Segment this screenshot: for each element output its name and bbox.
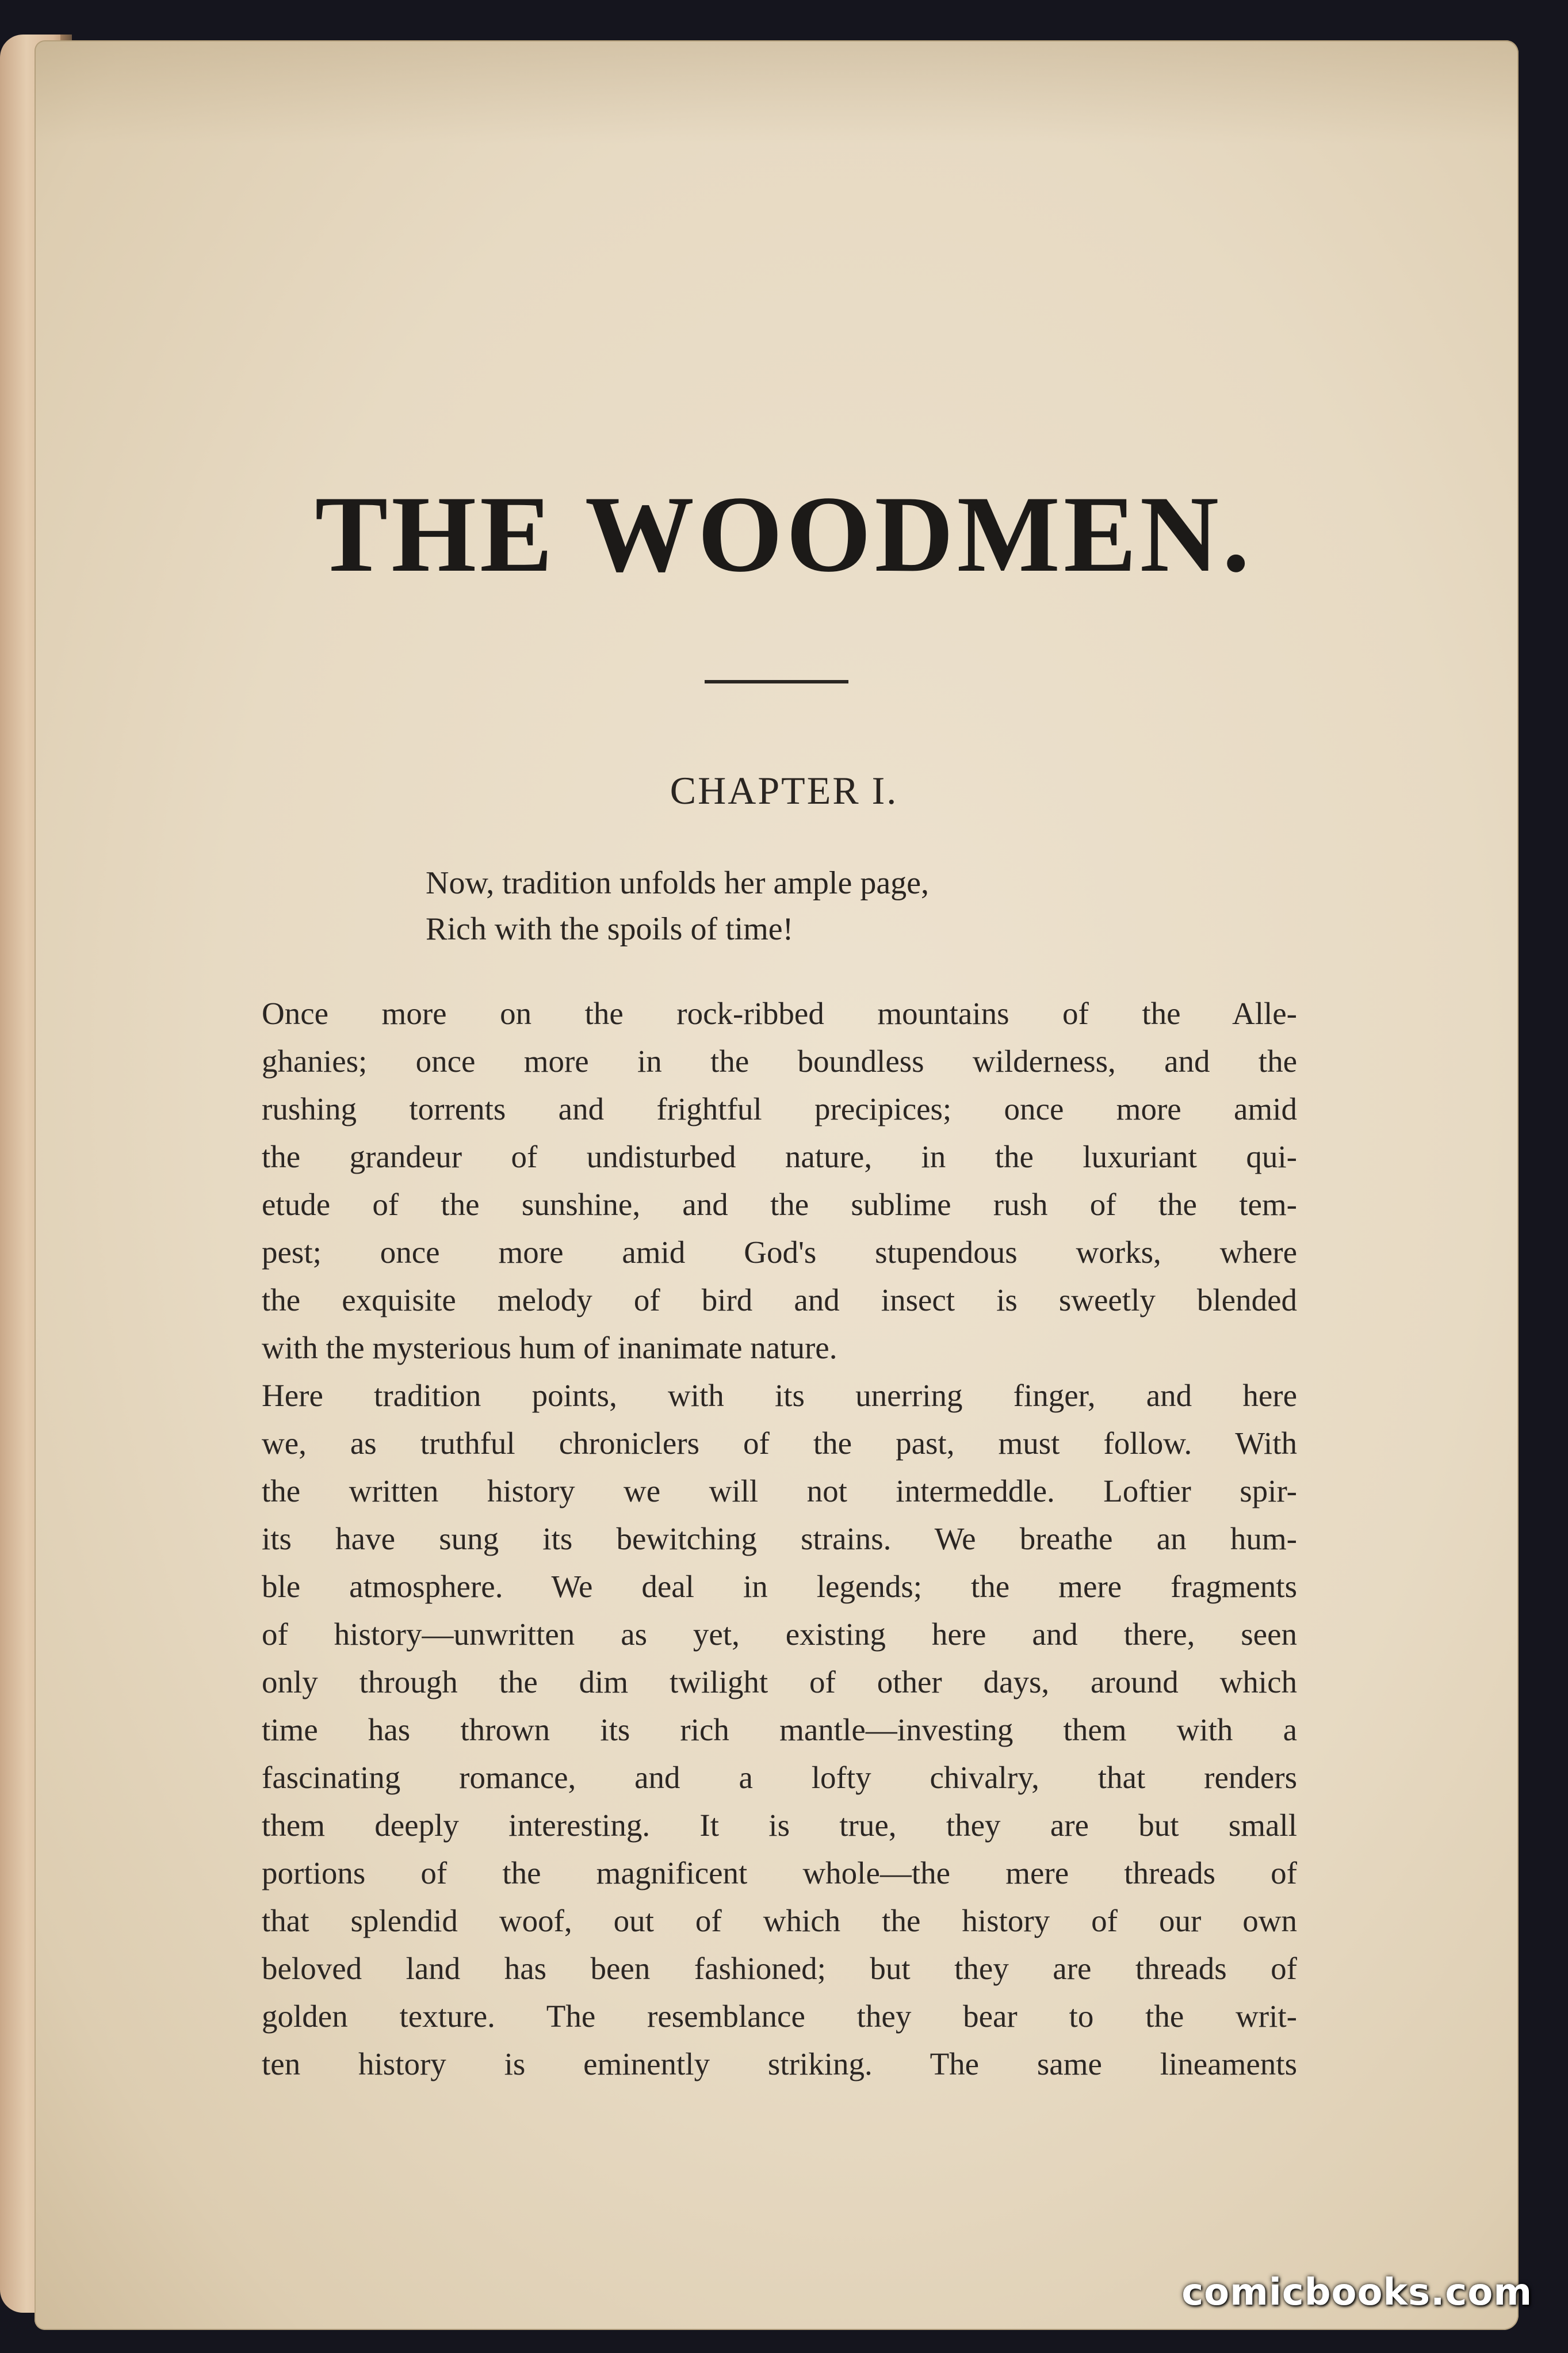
- text-line: ten history is eminently striking. The same lineaments: [262, 2046, 1297, 2081]
- epigraph-line: Rich with the spoils of time!: [426, 911, 794, 947]
- site-watermark: comicbooks.com: [1181, 2271, 1532, 2314]
- page-title: THE WOODMEN.: [315, 474, 1253, 595]
- text-line: of history—unwritten as yet, existing here and there, seen: [262, 1617, 1297, 1652]
- text-line: ghanies; once more in the boundless wilderness, and the: [262, 1044, 1297, 1079]
- text-line: golden texture. The resemblance they bear to the writ-: [262, 1999, 1297, 2034]
- page-stain: [35, 40, 1519, 144]
- text-line: the grandeur of undisturbed nature, in the luxuriant qui-: [262, 1139, 1297, 1174]
- text-line: that splendid woof, out of which the history of our own: [262, 1903, 1297, 1938]
- text-line: with the mysterious hum of inanimate nature.: [262, 1330, 837, 1365]
- text-line: only through the dim twilight of other days, around which: [262, 1664, 1297, 1699]
- text-line: we, as truthful chroniclers of the past, must follow. With: [262, 1426, 1297, 1461]
- text-line: its have sung its bewitching strains. We breathe an hum-: [262, 1521, 1297, 1556]
- text-line: fascinating romance, and a lofty chivalry, that renders: [262, 1760, 1297, 1795]
- text-line: beloved land has been fashioned; but they are threads of: [262, 1951, 1297, 1986]
- body-text: [262, 990, 1297, 2088]
- text-line: Once more on the rock-ribbed mountains of the Alle-: [262, 996, 1297, 1031]
- epigraph: [426, 860, 1231, 952]
- text-line: pest; once more amid God's stupendous works, where: [262, 1235, 1297, 1270]
- text-line: rushing torrents and frightful precipices; once more amid: [262, 1091, 1297, 1126]
- text-line: portions of the magnificent whole—the mere threads of: [262, 1855, 1297, 1890]
- text-line: them deeply interesting. It is true, they are but small: [262, 1808, 1297, 1843]
- text-line: ble atmosphere. We deal in legends; the mere fragments: [262, 1569, 1297, 1604]
- text-line: time has thrown its rich mantle—investing them with a: [262, 1712, 1297, 1747]
- text-line: Here tradition points, with its unerring finger, and here: [262, 1378, 1297, 1413]
- chapter-heading: CHAPTER I.: [670, 769, 898, 812]
- epigraph-line: Now, tradition unfolds her ample page,: [426, 865, 930, 901]
- text-line: etude of the sunshine, and the sublime rush of the tem-: [262, 1187, 1297, 1222]
- title-divider: [705, 680, 848, 683]
- text-line: the exquisite melody of bird and insect is sweetly blended: [262, 1282, 1297, 1317]
- text-line: the written history we will not intermeddle. Loftier spir-: [262, 1473, 1297, 1508]
